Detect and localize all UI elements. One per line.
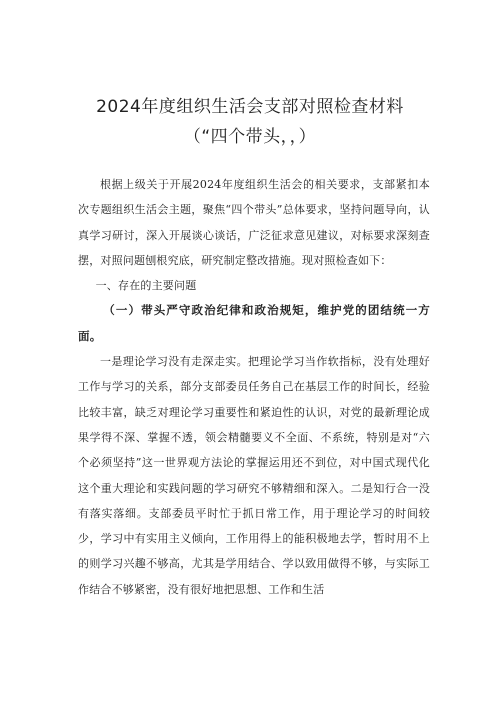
document-title: 2024年度组织生活会支部对照检查材料 [96,97,404,117]
subsection-heading: （一）带头严守政治纪律和政治规矩，维护党的团结统一方面。 [78,303,430,343]
document-body [78,172,430,602]
section-heading: 一、存在的主要问题 [95,279,197,293]
intro-paragraph: 根据上级关于开展2024年度组织生活会的相关要求，支部紧扣本次专题组织生活会主题，聚焦“四个带头”总体要求，坚持问题导向，认真学习研讨，深入开展谈心谈话，广泛征求意见建议，对标要求深刻查摆，对照问题刨根究底，研究制定整改措施。现对照检查如下： [78,178,430,267]
body-paragraph: 一是理论学习没有走深走实。把理论学习当作软指标，没有处理好工作与学习的关系，部分支部委员任务自己在基层工作的时间长，经验比较丰富，缺乏对理论学习重要性和紧迫性的认识，对党的最新理论成果学得不深、掌握不透，领会精髓要义不全面、不系统，特别是对“六个必须坚持”这一世界观方法论的掌握运用还不到位，对中国式现代化这个重大理论和实践问题的学习研究不够精细和深入。二是知行合一没有落实落细。支部委员平时忙于抓日常工作，用于理论学习的时间较少，学习中有实用主义倾向，工作用得上的能积极地去学，暂时用不上的则学习兴趣不够高，尤其是学用结合、学以致用做得不够，与实际工作结合不够紧密，没有很好地把思想、工作和生活 [78,355,430,596]
document-subtitle: （“四个带头，，） [183,127,317,147]
